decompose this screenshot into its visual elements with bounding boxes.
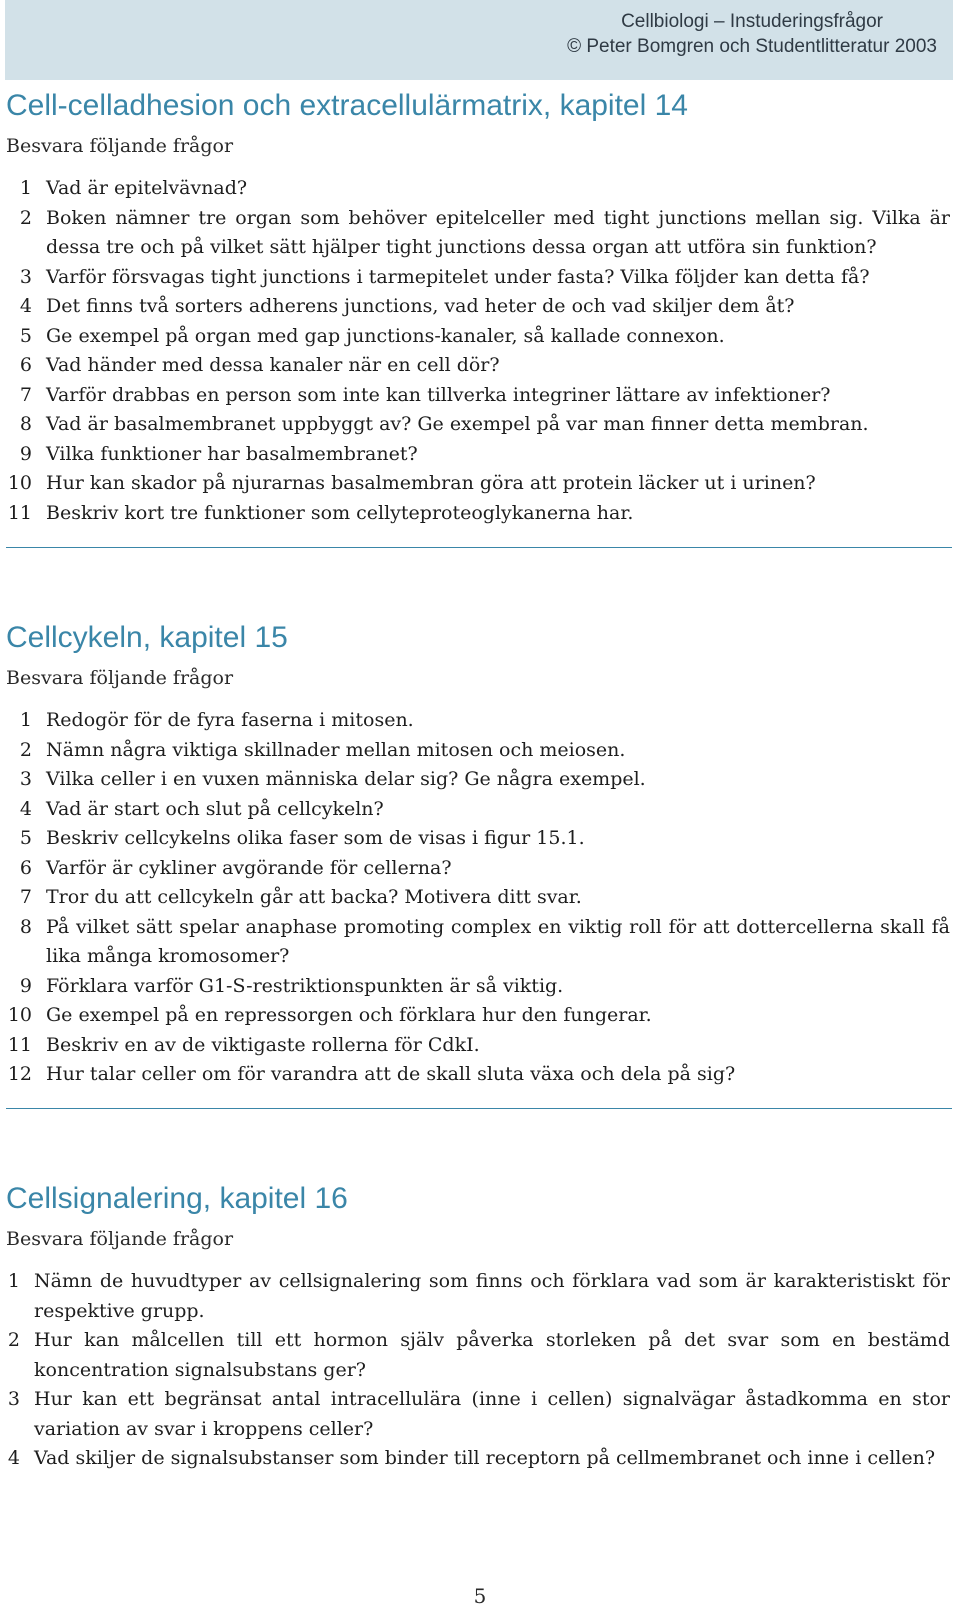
question-item	[6, 322, 950, 352]
section-chapter-15	[6, 620, 950, 1090]
question-number: 2	[19, 738, 32, 761]
question-number: 4	[19, 295, 32, 317]
question-list	[6, 174, 950, 528]
section-instruction: Besvara följande frågor	[6, 1228, 234, 1250]
question-number: 10	[7, 1004, 32, 1026]
question-text: Vad är basalmembranet uppbyggt av? Ge exempel på var man finner detta membran.	[46, 413, 869, 435]
section-instruction: Besvara följande frågor	[6, 667, 234, 689]
question-number: 11	[7, 1033, 32, 1056]
question-number: 4	[19, 797, 32, 820]
question-number: 8	[19, 413, 32, 435]
question-item	[6, 174, 950, 204]
question-item	[6, 883, 950, 913]
question-number: 12	[7, 1063, 32, 1085]
question-text: Vilka celler i en vuxen människa delar sig? Ge några exempel.	[46, 768, 646, 790]
page-number: 5	[473, 1584, 487, 1608]
question-item	[6, 736, 950, 766]
question-number: 1	[19, 177, 32, 199]
question-item	[6, 1385, 950, 1444]
question-item	[6, 1001, 950, 1031]
question-number: 7	[19, 886, 32, 908]
question-text: Ge exempel på en repressorgen och förklara hur den fungerar.	[46, 1004, 652, 1026]
question-text: Hur talar celler om för varandra att de skall sluta växa och dela på sig?	[46, 1063, 736, 1085]
question-number: 3	[19, 768, 32, 790]
question-item	[6, 1444, 950, 1474]
question-text: Varför drabbas en person som inte kan tillverka integriner lättare av infektioner?	[46, 383, 831, 406]
question-item	[6, 1031, 950, 1061]
question-text: Nämn några viktiga skillnader mellan mitosen och meiosen.	[46, 738, 626, 761]
question-item	[6, 440, 950, 470]
question-number: 1	[19, 709, 32, 731]
header-text	[567, 9, 937, 59]
question-item	[6, 351, 950, 381]
question-number: 9	[19, 442, 32, 465]
question-text: Beskriv en av de viktigaste rollerna för CdkI.	[46, 1033, 480, 1056]
question-item	[6, 499, 950, 529]
page-header	[5, 0, 953, 80]
question-text: Boken nämner tre organ som behöver epitelceller med tight junctions mellan sig. Vilka är dessa tre och på vilket sätt hjälper tight junctions dessa organ att utföra sin funktion?	[46, 206, 950, 258]
question-item	[6, 469, 950, 499]
section-chapter-16	[6, 1181, 950, 1474]
question-list	[6, 706, 950, 1090]
question-number: 5	[19, 324, 32, 347]
question-item	[6, 263, 950, 293]
question-text: Beskriv cellcykelns olika faser som de visas i figur 15.1.	[46, 827, 585, 849]
question-item	[6, 381, 950, 411]
section-chapter-14	[6, 88, 950, 528]
question-text: Förklara varför G1-S-restriktionspunkten är så viktig.	[46, 974, 564, 997]
section-divider	[6, 547, 952, 548]
question-item	[6, 292, 950, 322]
question-number: 2	[7, 1329, 20, 1351]
question-text: Vad skiljer de signalsubstanser som binder till receptorn på cellmembranet och inne i cellen?	[34, 1447, 936, 1469]
question-number: 6	[19, 856, 32, 879]
section-instruction: Besvara följande frågor	[6, 135, 234, 157]
question-number: 1	[7, 1270, 20, 1292]
question-item	[6, 765, 950, 795]
question-text: Hur kan ett begränsat antal intracellulära (inne i cellen) signalvägar åstadkomma en stor variation av svar i kroppens celler?	[34, 1388, 950, 1440]
question-number: 7	[19, 383, 32, 406]
question-number: 2	[19, 206, 32, 229]
question-text: Beskriv kort tre funktioner som cellyteproteoglykanerna har.	[46, 501, 634, 524]
question-text: Ge exempel på organ med gap junctions-kanaler, så kallade connexon.	[46, 324, 725, 347]
question-number: 3	[7, 1388, 20, 1410]
question-number: 4	[7, 1447, 20, 1469]
section-divider	[6, 1108, 952, 1109]
question-text: Det finns två sorters adherens junctions, vad heter de och vad skiljer dem åt?	[46, 295, 795, 317]
question-text: Nämn de huvudtyper av cellsignalering som finns och förklara vad som är karakteristiskt för respektive grupp.	[34, 1270, 950, 1322]
question-number: 8	[19, 915, 32, 938]
question-item	[6, 1060, 950, 1090]
header-copyright: © Peter Bomgren och Studentlitteratur 2003	[567, 36, 937, 57]
question-list	[6, 1267, 950, 1474]
question-text: Vad är start och slut på cellcykeln?	[46, 797, 384, 820]
question-number: 3	[19, 265, 32, 288]
question-item	[6, 1267, 950, 1326]
question-item	[6, 913, 950, 972]
header-book-title: Cellbiologi – Instuderingsfrågor	[621, 11, 883, 32]
section-title: Cellsignalering, kapitel 16	[6, 1182, 348, 1215]
question-item	[6, 972, 950, 1002]
question-text: Varför är cykliner avgörande för cellerna?	[46, 856, 452, 879]
question-text: Redogör för de fyra faserna i mitosen.	[46, 709, 414, 731]
question-item	[6, 854, 950, 884]
question-text: Vad händer med dessa kanaler när en cell dör?	[46, 354, 500, 376]
question-text: Tror du att cellcykeln går att backa? Motivera ditt svar.	[46, 886, 582, 908]
question-number: 6	[19, 354, 32, 376]
question-number: 11	[7, 501, 32, 524]
question-item	[6, 410, 950, 440]
question-number: 9	[19, 974, 32, 997]
question-item	[6, 1326, 950, 1385]
question-text: Vad är epitelvävnad?	[46, 177, 248, 199]
question-item	[6, 824, 950, 854]
question-text: På vilket sätt spelar anaphase promoting complex en viktig roll för att dottercellerna skall få lika många kromosomer?	[46, 915, 950, 967]
question-number: 5	[19, 827, 32, 849]
question-text: Hur kan målcellen till ett hormon själv påverka storleken på det svar som en bestämd koncentration signalsubstans ger?	[34, 1329, 950, 1381]
question-text: Vilka funktioner har basalmembranet?	[46, 442, 418, 465]
question-item	[6, 204, 950, 263]
section-title: Cell-celladhesion och extracellulärmatrix, kapitel 14	[6, 89, 688, 122]
question-item	[6, 795, 950, 825]
question-text: Hur kan skador på njurarnas basalmembran göra att protein läcker ut i urinen?	[46, 472, 816, 494]
question-number: 10	[7, 472, 32, 494]
question-text: Varför försvagas tight junctions i tarmepitelet under fasta? Vilka följder kan detta få?	[46, 265, 870, 288]
question-item	[6, 706, 950, 736]
section-title: Cellcykeln, kapitel 15	[6, 621, 288, 654]
